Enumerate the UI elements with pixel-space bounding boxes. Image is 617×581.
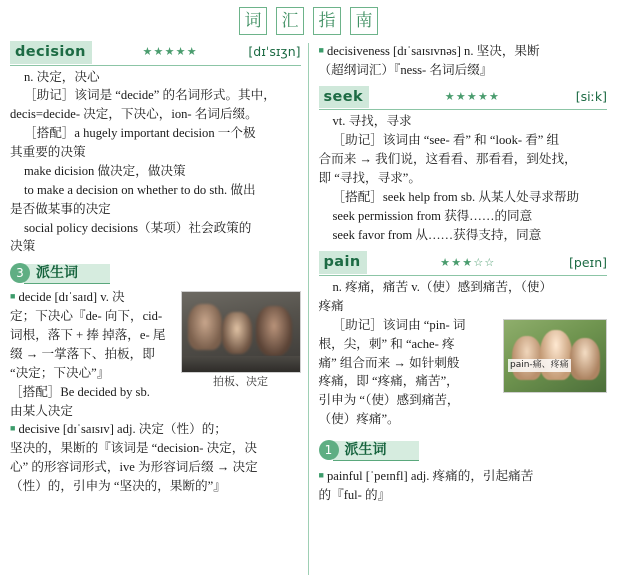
collocation-line: make dicision 做决定，做决策 <box>24 163 186 178</box>
figure-pain <box>503 319 607 393</box>
derivative-text: 的『ful- 的』 <box>318 487 391 502</box>
derivative-text: painful [ˈpeɪnfl] adj. 疼痛的，引起痛苦 <box>326 469 534 484</box>
mnemonic-line: 痛” 组合而来 → 如针刺般 <box>318 355 460 370</box>
mnemonic-line: 疼痛，即 “疼痛，痛苦”， <box>318 374 459 389</box>
collocation-line: ［搭配］a hugely important decision 一个极 <box>24 126 256 141</box>
mnemonic-line: 引申为 “（使）感到痛苦， <box>318 393 460 408</box>
derivative-count-badge: 1 <box>319 440 339 460</box>
collocation-line: to make a decision on whether to do sth. 做出 <box>24 182 256 197</box>
mnemonic-line: decis=decide- 决定，下决心，ion- 名词后缀。 <box>10 107 258 122</box>
title-char-4: 南 <box>350 7 378 35</box>
derivative-label: 派生词 <box>344 442 387 459</box>
square-bullet-icon: ■ <box>318 45 324 55</box>
figure-decision <box>181 291 301 391</box>
derivative-count-badge: 3 <box>10 263 30 283</box>
derivative-text: decisiveness [dɪˈsaɪsɪvnəs] n. 坚决，果断 <box>326 44 540 58</box>
rating-stars-decision: ★★★★★ <box>142 45 198 59</box>
derivative-text: 心” 的形容词形式，ive 为形容词后缀 → 决定 <box>10 460 258 475</box>
definition-line: vt. 寻找，寻求 <box>332 114 412 129</box>
collocation-line: 是否做某事的决定 <box>10 201 111 216</box>
entry-header-pain <box>319 251 608 276</box>
left-column <box>0 41 309 581</box>
right-column <box>309 41 617 581</box>
derivative-text: 定；下决心『de- 向下，cid- <box>10 309 163 324</box>
mnemonic-line: 合而来 → 我们说，这看看、那看看，到处找， <box>318 152 577 167</box>
collocation-line: 决策 <box>10 239 36 254</box>
mnemonic-line: 根，尖，刺” 和 “ache- 疼 <box>318 336 455 351</box>
entry-header-decision <box>10 41 301 66</box>
collocation-line: seek permission from 获得……的同意 <box>332 208 533 223</box>
definition-line: 疼痛 <box>318 298 344 313</box>
phonetic-seek: [siːk] <box>575 89 607 105</box>
definition-line: n. 疼痛，痛苦 v.（使）感到痛苦，（使） <box>332 280 553 295</box>
derivative-item <box>319 468 608 486</box>
headword-decision: decision <box>10 41 92 64</box>
definition-line: n. 决定，决心 <box>24 69 100 84</box>
phonetic-pain: [peɪn] <box>569 254 607 270</box>
two-column-body <box>0 41 617 581</box>
derivative-label: 派生词 <box>36 265 78 282</box>
figure-caption: 拍板、决定 <box>213 376 268 389</box>
rating-stars-pain: ★★★☆☆ <box>440 255 496 269</box>
square-bullet-icon: ■ <box>10 423 16 434</box>
derivative-item <box>319 43 608 61</box>
derivative-text: 坚决的，果断的『该词是 “decision- 决定，决 <box>10 441 257 456</box>
mnemonic-line: 即 “寻找，寻求”。 <box>318 170 421 185</box>
derivative-text: （性）的，引申为 “坚决的，果断的”』 <box>10 479 226 494</box>
collocation-line: seek favor from 从……获得支持，同意 <box>332 227 542 242</box>
figure-image <box>181 291 301 373</box>
derivative-section-header-left <box>10 263 301 285</box>
collocation-line: social policy decisions（某项）社会政策的 <box>24 220 252 235</box>
title-char-1: 词 <box>239 7 267 35</box>
derivative-text: 缀 → 一掌落下、拍板，即 <box>10 346 155 361</box>
square-bullet-icon: ■ <box>10 291 16 302</box>
derivative-text: 词根，落下 + 捧 掉落，e- 尾 <box>10 328 166 343</box>
title-char-3: 指 <box>313 7 341 35</box>
figure-image <box>503 319 607 393</box>
page-title <box>0 0 617 41</box>
phonetic-decision: [dɪˈsɪʒn] <box>248 44 301 60</box>
derivative-text: decide [dɪˈsaɪd] v. 决 <box>18 290 125 305</box>
derivative-text: （超纲词汇）『ness- 名词后缀』 <box>318 62 493 77</box>
derivative-text: “决定；下决心”』 <box>10 365 110 380</box>
rating-stars-seek: ★★★★★ <box>444 90 501 104</box>
derivative-text: 由某人决定 <box>10 403 73 418</box>
mnemonic-line: ［助记］该词由 “see- 看” 和 “look- 看” 组 <box>332 133 560 148</box>
mnemonic-line: ［助记］该词是 “decide” 的名词形式。其中， <box>24 88 276 103</box>
figure-caption: pain-痛、疼痛 <box>510 360 569 371</box>
headword-seek: seek <box>319 86 370 109</box>
derivative-text: decisive [dɪˈsaɪsɪv] adj. 决定（性）的； <box>18 422 227 437</box>
mnemonic-line: （使）疼痛”。 <box>318 412 400 427</box>
square-bullet-icon: ■ <box>318 470 324 481</box>
headword-pain: pain <box>319 251 367 274</box>
derivative-item <box>10 421 301 439</box>
derivative-section-header-right <box>319 440 608 462</box>
entry-header-seek <box>319 86 608 111</box>
mnemonic-line: ［助记］该词由 “pin- 词 <box>332 317 466 332</box>
collocation-line: 其重要的决策 <box>10 145 86 160</box>
collocation-line: ［搭配］seek help from sb. 从某人处寻求帮助 <box>332 189 580 204</box>
title-char-2: 汇 <box>276 7 304 35</box>
derivative-text: ［搭配］Be decided by sb. <box>10 384 150 399</box>
